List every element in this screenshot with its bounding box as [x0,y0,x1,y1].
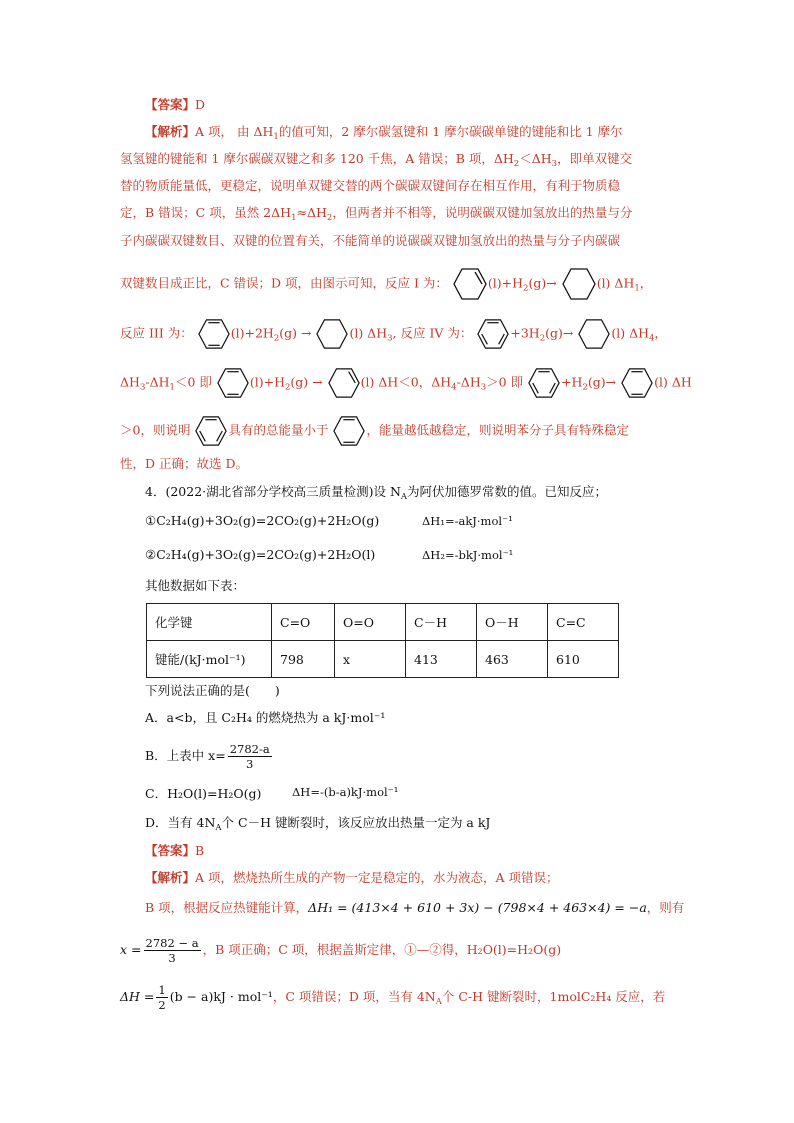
cyclohexadiene-ring-icon [621,367,653,399]
benzene-ring-icon [195,415,227,447]
option-d: D．当有 $4N_A$个 C－H 键断裂时，该反应放出热量一定为 a kJ [145,815,491,833]
benzene-ring-icon [528,367,560,399]
explanation-4-line-4: ΔH = $\frac{1}{2}$ (b − a)kJ · mol⁻¹，C 项错误；D 项，当有 $4N_A$个 C-H 键断裂时，1molC₂H₄ 反应，若 [120,983,666,1012]
reaction-2: ②C₂H₄(g)+3O₂(g)=2CO₂(g)+2H₂O(l) [145,547,376,562]
option-b: B．上表中 x= $\frac{2782-a}{3}$ [145,742,270,771]
table-header-cell: C=O [272,604,335,641]
table-intro: 其他数据如下表： [145,578,246,593]
explanation-3-line-7: 反应 III 为： $(l)+2H_2(g) \to (l)$ $\Delta H_3$, 反应 IV 为： $+3H_2(g)\to (l)$ $\Delta H_4$， [120,318,667,350]
bond-energy-table [146,603,619,678]
fraction: $\frac{1}{2}$ [158,983,166,1012]
reaction-1: ①C₂H₄(g)+3O₂(g)=2CO₂(g)+2H₂O(g) [145,513,380,528]
explanation-3-line-6: 双键数目成正比，C 错误；D 项，由图示可知，反应 I 为： $(l)+H_2(g)\to (l)$ $\Delta H_1$， [120,267,652,301]
table-cell: x [335,641,406,678]
cyclohexene-ring-icon [328,367,360,399]
explanation-3-line-10: 性，D 正确；故选 D。 [120,456,248,471]
table-header-cell: C－H [406,604,477,641]
answer-line-3 [145,94,205,116]
cyclohexane-ring-icon [562,267,596,301]
fraction: $\frac{2782 - a}{3}$ [145,936,199,965]
cyclohexane-ring-icon [316,318,348,350]
table-cell: 463 [477,641,548,678]
table-cell: 413 [406,641,477,678]
cyclohexene-ring-icon [453,267,487,301]
bond-energy-equation: ΔH₁ = (413×4 + 610 + 3x) − (798×4 + 463×4) = −a [308,900,647,915]
explanation-4-line-3: x = $\frac{2782 - a}{3}$ ，B 项正确；C 项，根据盖斯定律，①—②得，H₂O(l)=H₂O(g) [120,936,562,965]
reaction-1-enthalpy: ΔH₁=-akJ·mol⁻¹ [422,514,513,528]
cyclohexane-ring-icon [578,318,610,350]
option-c: C．H₂O(l)=H₂O(g) [145,786,262,801]
benzene-ring-icon [477,318,509,350]
table-cell: 798 [272,641,335,678]
table-header-cell: C=C [548,604,619,641]
explanation-3-line-8: $\Delta H_3-\Delta H_1<0$ 即 $(l)+H_2(g) \to (l)$ ΔH＜0，$\Delta H_4-\Delta H_3>0$ 即 $+H_2(g)\to (l)$ ΔH [120,367,692,399]
explanation-3-line-9: ＞0，则说明 具有的总能量小于 ，能量越低越稳定，则说明苯分子具有特殊稳定 [120,415,629,447]
question-ask: 下列说法正确的是( ) [145,683,280,698]
table-row [147,641,619,678]
cyclohexadiene-ring-icon [333,415,365,447]
explanation-3-line-1: 【解析】A 项， 由 $\Delta H_1$的值可知，2 摩尔碳氢键和 1 摩尔碳碳单键的键能和比 1 摩尔 [145,124,623,142]
explanation-3-line-3: 替的物质能量低，更稳定，说明单双键交替的两个碳碳双键间存在相互作用，有利于物质稳 [120,178,621,193]
explanation-4-line-1: 【解析】A 项，燃烧热所生成的产物一定是稳定的，水为液态，A 项错误； [145,870,559,885]
answer-value: D [195,97,206,112]
question-4-stem: 4．(2022·湖北省部分学校高三质量检测)设 $N_A$为阿伏加德罗常数的值。已知反应； [145,484,608,502]
cyclohexadiene-ring-icon [198,318,230,350]
table-cell: 610 [548,641,619,678]
table-header-cell: O=O [335,604,406,641]
fraction: $\frac{2782-a}{3}$ [229,742,270,771]
answer-tag: 【答案】 [145,97,196,112]
table-header-cell: 化学键 [147,604,272,641]
table-header-cell: O－H [477,604,548,641]
cyclohexadiene-ring-icon [217,367,249,399]
option-c-enthalpy: ΔH=-(b-a)kJ·mol⁻¹ [292,785,399,799]
reaction-2-enthalpy: ΔH₂=-bkJ·mol⁻¹ [422,548,514,562]
option-a: A．a<b，且 C₂H₄ 的燃烧热为 a kJ·mol⁻¹ [145,710,386,725]
answer-line-4: 【答案】B [145,843,205,858]
explanation-3-line-2: 氢氢键的键能和 1 摩尔碳碳双键之和多 120 千焦，A 错误；B 项，$\Delta H_2<\Delta H_3$，即单双键交 [120,151,633,169]
table-row [147,604,619,641]
explanation-3-line-4: 定，B 错误；C 项，虽然 $2\Delta H_1\approx\Delta H_2$，但两者并不相等，说明碳碳双键加氢放出的热量与分 [120,205,633,223]
explanation-3-line-5: 子内碳碳双键数目、双键的位置有关，不能简单的说碳碳双键加氢放出的热量与分子内碳碳 [120,233,621,248]
explanation-4-line-2: B 项，根据反应热键能计算，ΔH₁ = (413×4 + 610 + 3x) − (798×4 + 463×4) = −a，则有 [145,900,685,915]
table-cell: 键能/(kJ·mol⁻¹) [147,641,272,678]
